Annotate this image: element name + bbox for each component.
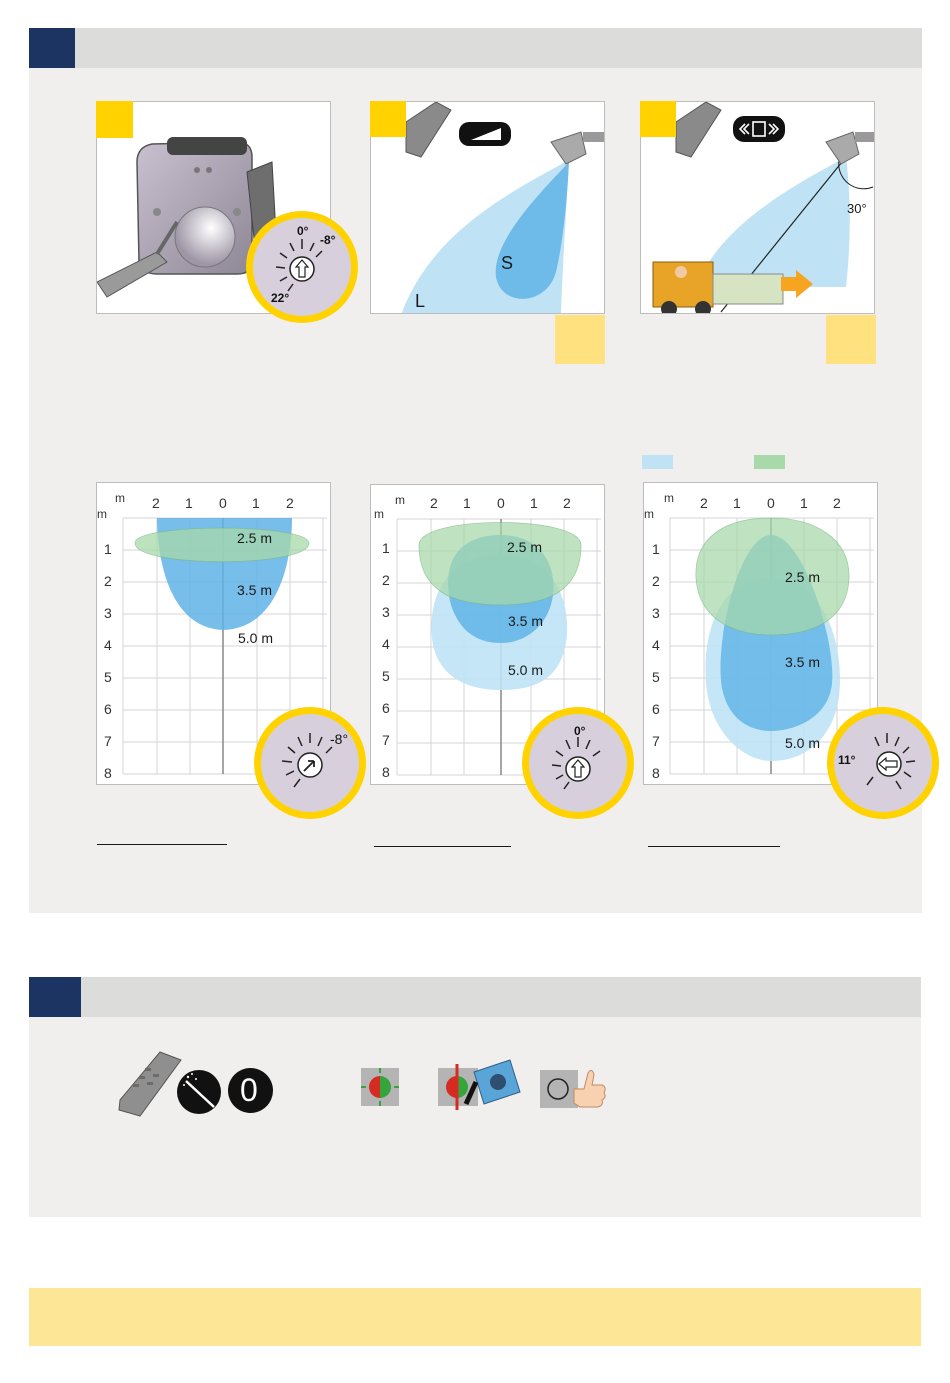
zone-label: 3.5 m <box>237 582 273 598</box>
y-tick: 7 <box>104 733 112 749</box>
zone-label: 5.0 m <box>238 630 274 646</box>
y-tick: 6 <box>382 700 390 716</box>
range-long-label: L <box>415 291 426 311</box>
step-1-badge <box>96 101 133 138</box>
y-tick: m <box>97 507 107 521</box>
dial-arrow-diagonal-icon <box>254 707 366 819</box>
dial-angle: -8° <box>330 731 349 747</box>
y-tick: 8 <box>104 765 112 781</box>
y-tick: 2 <box>382 572 390 588</box>
y-tick: 4 <box>382 636 390 652</box>
x-tick: 2 <box>430 495 438 511</box>
diagram-1-dial <box>254 707 366 819</box>
zero-button-label: 0 <box>240 1072 258 1108</box>
zone-label: 5.0 m <box>785 735 821 751</box>
step-1-dial <box>246 211 358 323</box>
y-tick: 4 <box>104 637 112 653</box>
y-tick: 6 <box>104 701 112 717</box>
y-tick: 8 <box>652 765 660 781</box>
y-tick: 2 <box>104 573 112 589</box>
x-tick: 0 <box>767 495 775 511</box>
caption-underline-2 <box>374 846 511 847</box>
range-short-label: S <box>501 253 514 273</box>
remote-control-icon <box>115 1050 185 1120</box>
x-tick: 2 <box>833 495 841 511</box>
x-tick: 1 <box>800 495 808 511</box>
mounting-angle-illustration <box>641 102 875 314</box>
zone-label: 2.5 m <box>785 569 821 585</box>
section-1-header <box>29 28 922 68</box>
x-tick: 0 <box>497 495 505 511</box>
detection-range-illustration <box>371 102 605 314</box>
step-3-badge <box>640 101 676 137</box>
x-tick: 1 <box>185 495 193 511</box>
step-3-result-box <box>826 315 876 364</box>
dial-angle-right: -8° <box>320 233 336 247</box>
zone-label: 2.5 m <box>507 539 543 555</box>
y-tick: 5 <box>382 668 390 684</box>
zone-label: 2.5 m <box>237 530 273 546</box>
led-camera-icon <box>436 1058 522 1110</box>
diagram-2-dial <box>522 707 634 819</box>
section-2-header <box>29 977 921 1017</box>
dial-angle: 0° <box>574 724 586 738</box>
zone-label: 5.0 m <box>508 662 544 678</box>
step-2-result-box <box>555 315 605 364</box>
y-tick: 6 <box>652 701 660 717</box>
y-tick: 3 <box>104 605 112 621</box>
y-tick: 1 <box>382 540 390 556</box>
y-tick: 4 <box>652 637 660 653</box>
y-tick: 7 <box>652 733 660 749</box>
diagram-3-dial <box>827 707 939 819</box>
x-tick: m <box>664 491 674 505</box>
x-tick: 1 <box>252 495 260 511</box>
y-tick: 5 <box>652 669 660 685</box>
dial-angle-bottom: 22° <box>271 291 290 305</box>
led-flashing-icon <box>359 1066 401 1108</box>
section-1-number-tab <box>29 28 75 68</box>
dial-angle-top: 0° <box>297 224 309 238</box>
y-tick: 5 <box>104 669 112 685</box>
zone-label: 3.5 m <box>508 613 544 629</box>
y-tick: 2 <box>652 573 660 589</box>
step-2-badge <box>370 101 406 137</box>
note-bar <box>29 1288 921 1346</box>
x-tick: m <box>115 491 125 505</box>
zone-label: 3.5 m <box>785 654 821 670</box>
x-tick: 1 <box>733 495 741 511</box>
y-tick: m <box>374 507 384 521</box>
x-tick: 1 <box>530 495 538 511</box>
x-tick: 2 <box>563 495 571 511</box>
x-tick: 2 <box>286 495 294 511</box>
section-2-number-tab <box>29 977 81 1017</box>
x-tick: 2 <box>152 495 160 511</box>
caption-underline-1 <box>97 844 227 845</box>
x-tick: 0 <box>219 495 227 511</box>
y-tick: 7 <box>382 732 390 748</box>
y-tick: 1 <box>104 541 112 557</box>
legend-swatch-green <box>754 455 785 469</box>
magic-wand-icon <box>176 1069 222 1115</box>
y-tick: 3 <box>652 605 660 621</box>
mounting-angle-label: 30° <box>847 201 867 216</box>
y-tick: 8 <box>382 764 390 780</box>
legend-swatch-blue <box>642 455 673 469</box>
caption-underline-3 <box>648 846 780 847</box>
y-tick: m <box>644 507 654 521</box>
led-thumbs-up-icon <box>538 1063 608 1111</box>
dial-angle: 11° <box>838 753 856 767</box>
y-tick: 3 <box>382 604 390 620</box>
y-tick: 1 <box>652 541 660 557</box>
x-tick: 2 <box>700 495 708 511</box>
x-tick: m <box>395 493 405 507</box>
x-tick: 1 <box>463 495 471 511</box>
